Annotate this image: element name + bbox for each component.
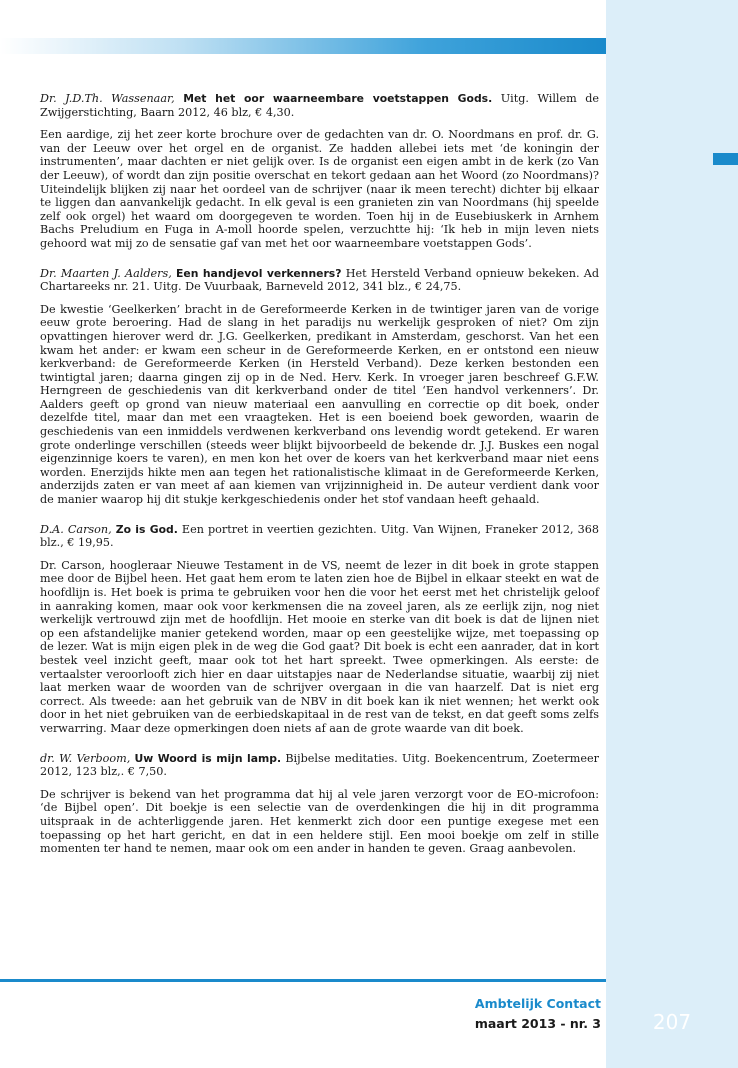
review-4-author: dr. W. Verboom, <box>40 751 131 765</box>
review-1-body: Een aardige, zij het zeer korte brochure over de gedachten van dr. O. Noordmans en prof. dr. G. van der Leeuw over het orgel en de organist. Ze hadden allebei iets met ‘de koningin der instrumenten’, maar dachten er niet gelijk over. Is de organist een eigen ambt in de kerk (zo Van der Leeuw), of wordt dan zijn positie overschat en tekort gedaan aan het Woord (zo Noordmans)? Uiteindelijk blijken zij naar het oordeel van de schrijver (naar ik meen terecht) dichter bij elkaar te liggen dan aanvankelijk gedacht. In elk geval is een granieten zin van Noordmans (hij speelde zelf ook orgel) het waard om doorgegeven te worden. Toen hij in de Eusebiuskerk in Arnhem Bachs Preludium en Fuga in A-moll hoorde spelen, verzuchtte hij: ‘Ik heb in mijn leven niets gehoord wat mij zo de sensatie gaf van met het oor waarneembare voetstappen Gods’. <box>40 128 599 250</box>
review-4-reference <box>40 752 599 779</box>
review-1-title: Met het oor waarneembare voetstappen Gods. <box>183 92 493 105</box>
review-3-author: D.A. Carson, <box>40 522 112 536</box>
footer-rule <box>0 979 606 982</box>
journal-name: Ambtelijk Contact <box>474 996 601 1011</box>
review-2-title: Een handjevol verkenners? <box>176 266 342 280</box>
review-3-details: Een portret in veertien gezichten. Uitg. Van Wijnen, Franeker 2012, 368 blz., € 19,95. <box>40 522 599 550</box>
review-3-reference <box>40 523 599 550</box>
sidebar-tab-marker <box>713 153 738 165</box>
review-1-details: Uitg. Willem de Zwijgerstichting, Baarn 2012, 46 blz, € 4,30. <box>40 92 600 119</box>
review-3-title: Zo is God. <box>115 522 178 536</box>
review-3-body: Dr. Carson, hoogleraar Nieuwe Testament in de VS, neemt de lezer in dit boek in grote stappen mee door de Bijbel heen. Het gaat hem erom te laten zien hoe de Bijbel in elkaar steekt en wat de hoofdlijn is. Het boek is prima te gebruiken voor hen die voor het eerst met het christelijk geloof in aanraking komen, maar ook voor kerkmensen die na zoveel jaren, als ze eerlijk zijn, nog niet werkelijk vertrouwd zijn met de hoofdlijn. Het mooie en sterke van dit boek is dat de lijnen niet op een afstandelijke manier getekend worden, maar op een geestelijke wijze, met toepassing op de lezer. Wat is mijn eigen plek in de weg die God gaat? Dit boek is echt een aanrader, dat in kort bestek veel inzicht geeft, maar ook tot het hart spreekt. Twee opmerkingen. Als eerste: de vertaalster veroorlooft zich hier en daar uitstapjes naar de Nederlandse situatie, waarbij zij niet laat merken waar de woorden van de schrijver overgaan in die van haarzelf. Dat is niet erg correct. Als tweede: aan het gebruik van de NBV in dit boek kan ik niet wennen; het werkt ook door in het niet gebruiken van de eerbiedskapitaal in de rest van de tekst, en dat geeft soms zelfs verwarring. Maar deze opmerkingen doen niets af aan de grote waarde van dit boek. <box>40 558 599 735</box>
review-2-reference <box>40 267 599 294</box>
review-1-reference <box>40 92 599 119</box>
review-2-details: Het Hersteld Verband opnieuw bekeken. Ad Chartareeks nr. 21. Uitg. De Vuurbaak, Barneveld 2012, 341 blz., € 24,75. <box>40 266 600 294</box>
review-4-body: De schrijver is bekend van het programma dat hij al vele jaren verzorgt voor de EO-microfoon: ‘de Bijbel open’. Dit boekje is een selectie van de overdenkingen die hij in dit programma uitspraak in de achterliggende jaren. Het kenmerkt zich door een puntige exegese met een toepassing op het hart gericht, en dat in een heldere stijl. Een mooi boekje om zelf in stille momenten ter hand te nemen, maar ook om een ander in handen te geven. Graag aanbevolen. <box>40 787 599 856</box>
page-number: 207 <box>652 1010 692 1034</box>
issue-label: maart 2013 - nr. 3 <box>474 1016 601 1031</box>
review-4-title: Uw Woord is mijn lamp. <box>134 751 282 765</box>
review-2-body: De kwestie ‘Geelkerken’ bracht in de Gereformeerde Kerken in de twintiger jaren van de vorige eeuw grote beroering. Had de slang in het paradijs nu werkelijk gesproken of niet? Om zijn opvattingen hierover werd dr. J.G. Geelkerken, predikant in Amsterdam, geschorst. Van het een kwam het ander: er kwam een scheur in de Gereformeerde Kerken, en er ontstond een nieuw kerkverband: de Gereformeerde Kerken (in Hersteld Verband). Deze kerken bestonden een twintigtal jaren; daarna gingen zij op in de Ned. Herv. Kerk. In vroeger jaren beschreef G.F.W. Herngreen de geschiedenis van dit kerkverband onder de titel ‘Een handvol verkenners’. Dr. Aalders geeft op grond van nieuw materiaal een aanvulling en correctie op dit boek, onder dezelfde titel, maar dan met een vraagteken. Het is een boeiend boek geworden, waarin de geschiedenis van een inmiddels verdwenen kerkverband ons levendig wordt getekend. Er waren grote onderlinge verschillen (steeds weer blijkt bijvoorbeeld de bekende dr. J.J. Buskes een nogal eigenzinnige koers te varen), en men kon het over de koers van het kerkverband maar niet eens worden. Enerzijds hikte men aan tegen het rationalistische klimaat in de Gereformeerde Kerken, anderzijds zaten er van meet af aan kiemen van vrijzinnigheid in. De auteur verdient dank voor de manier waarop hij dit stukje kerkgeschiedenis onder het stof vandaan heeft gehaald. <box>40 302 599 507</box>
header-gradient-bar <box>0 38 606 54</box>
review-column <box>40 92 599 872</box>
review-1-author: Dr. J.D.Th. Wassenaar, <box>40 92 175 105</box>
review-4-details: Bijbelse meditaties. Uitg. Boekencentrum, Zoetermeer 2012, 123 blz,. € 7,50. <box>40 751 599 779</box>
review-2-author: Dr. Maarten J. Aalders, <box>40 266 172 280</box>
